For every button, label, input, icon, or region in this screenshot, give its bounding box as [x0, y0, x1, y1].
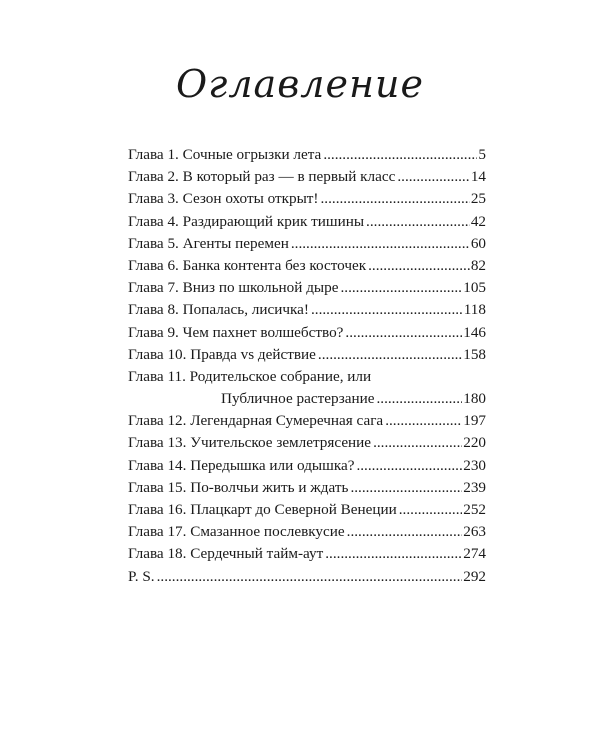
- toc-entry-13: [128, 432, 486, 454]
- toc-entry-label: Глава 11. Родительское собрание, или: [128, 367, 372, 385]
- toc-entry-3: [128, 188, 486, 210]
- toc-entry-11: [128, 366, 486, 388]
- toc-entry-5: [128, 233, 486, 255]
- toc-entry-label: Глава 17. Смазанное послевкусие: [128, 523, 345, 541]
- toc-entry-label: Глава 3. Сезон охоты открыт!: [128, 190, 319, 208]
- toc-entry-12: [128, 410, 486, 432]
- dot-leader: [376, 388, 462, 410]
- toc-entry-2: [128, 166, 486, 188]
- toc-entry-6: [128, 255, 486, 277]
- toc-entry-8: [128, 299, 486, 321]
- toc-entry-label: Глава 8. Попалась, лисичка!: [128, 301, 309, 319]
- toc-entry-label: Глава 7. Вниз по школьной дыре: [128, 279, 339, 297]
- toc-entry-15: [128, 477, 486, 499]
- toc-entry-10: [128, 344, 486, 366]
- toc-entry-label: Глава 4. Раздирающий крик тишины: [128, 212, 365, 230]
- dot-leader: [385, 410, 462, 432]
- toc-entry-9: [128, 322, 486, 344]
- toc-entry-label: Глава 5. Агенты перемен: [128, 234, 289, 252]
- toc-entry-page: 292: [463, 567, 486, 585]
- dot-leader: [311, 299, 463, 321]
- toc-entry-1: [128, 144, 486, 166]
- toc-entry-page: 252: [463, 501, 486, 518]
- toc-entry-16: [128, 499, 486, 521]
- toc-entry-page: 239: [463, 478, 486, 496]
- dot-leader: [356, 455, 462, 477]
- toc-entry-page: 197: [463, 412, 486, 430]
- toc-entry-4: [128, 211, 486, 233]
- dot-leader: [325, 543, 462, 565]
- dot-leader: [157, 566, 463, 588]
- toc-entry-page: 263: [463, 523, 486, 541]
- toc-entry-label: Глава 12. Легендарная Сумеречная сага: [128, 412, 384, 430]
- toc-entry-page: 220: [463, 434, 486, 452]
- toc-entry-page: 230: [463, 456, 486, 474]
- toc-entry-17: [128, 521, 486, 543]
- dot-leader: [397, 166, 469, 188]
- toc-entry-label: Глава 18. Сердечный тайм-аут: [128, 545, 324, 563]
- toc-entry-ps: [128, 566, 486, 588]
- toc-entry-label: Глава 1. Сочные огрызки лета: [128, 146, 322, 163]
- toc-entry-page: 25: [470, 190, 486, 208]
- dot-leader: [291, 233, 470, 255]
- dot-leader: [347, 521, 463, 543]
- toc-entry-14: [128, 455, 486, 477]
- toc-entry-page: 42: [470, 212, 486, 230]
- toc-entry-label: Глава 16. Плацкарт до Северной Венеции: [128, 501, 397, 518]
- dot-leader: [366, 211, 470, 233]
- toc-entry-label: Глава 6. Банка контента без косточек: [128, 256, 367, 274]
- toc-entry-label: Глава 10. Правда vs действие: [128, 345, 316, 363]
- dot-leader: [321, 188, 470, 210]
- dot-leader: [340, 277, 462, 299]
- table-of-contents: [128, 144, 486, 588]
- toc-entry-label: Глава 2. В который раз — в первый класс: [128, 168, 396, 186]
- toc-entry-page: 158: [463, 345, 486, 363]
- toc-entry-7: [128, 277, 486, 299]
- dot-leader: [323, 144, 477, 166]
- toc-entry-page: 180: [463, 390, 486, 408]
- toc-entry-label: Глава 14. Передышка или одышка?: [128, 456, 355, 474]
- toc-entry-page: 146: [463, 323, 486, 341]
- toc-entry-page: 118: [463, 301, 486, 319]
- toc-entry-page: 274: [463, 545, 486, 563]
- toc-entry-18: [128, 543, 486, 565]
- toc-entry-page: 14: [470, 168, 486, 186]
- toc-entry-label: Глава 9. Чем пахнет волшебство?: [128, 323, 344, 341]
- toc-entry-label: Глава 13. Учительское землетрясение: [128, 434, 372, 452]
- toc-entry-11-continued: [128, 388, 486, 410]
- dot-leader: [350, 477, 462, 499]
- dot-leader: [399, 499, 462, 521]
- toc-entry-page: 82: [470, 256, 486, 274]
- toc-entry-page: 105: [463, 279, 486, 297]
- toc-entry-page: 5: [478, 146, 486, 163]
- toc-entry-label-continued: Публичное растерзание: [221, 390, 375, 408]
- dot-leader: [345, 322, 462, 344]
- page-title: Оглавление: [175, 62, 424, 106]
- toc-entry-label: Глава 15. По-волчьи жить и ждать: [128, 478, 349, 496]
- dot-leader: [373, 432, 462, 454]
- toc-entry-label: P. S.: [128, 567, 155, 585]
- toc-entry-page: 60: [470, 234, 486, 252]
- dot-leader: [368, 255, 470, 277]
- dot-leader: [318, 344, 462, 366]
